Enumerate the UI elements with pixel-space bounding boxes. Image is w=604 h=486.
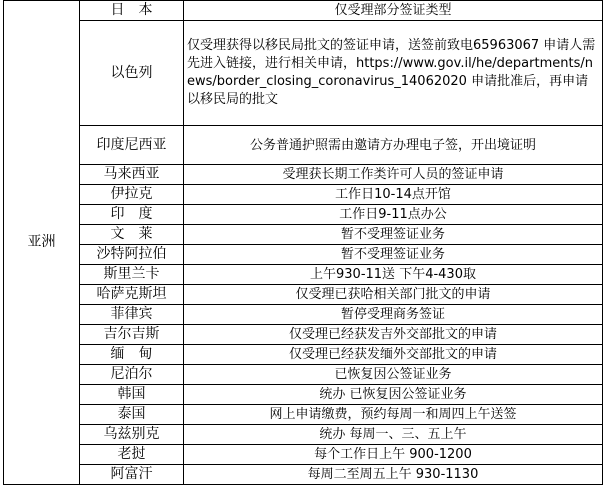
note-cell: 统办 每周一、三、五上午 — [184, 425, 603, 445]
note-cell: 每个工作日上午 900-1200 — [184, 445, 603, 465]
table-row — [4, 445, 603, 465]
country-cell: 尼泊尔 — [80, 365, 184, 385]
country-cell: 韩国 — [80, 385, 184, 405]
country-cell: 泰国 — [80, 405, 184, 425]
note-cell: 受理获长期工作类许可人员的签证申请 — [184, 165, 603, 185]
table-row — [4, 425, 603, 445]
table-row — [4, 126, 603, 165]
country-cell: 斯里兰卡 — [80, 265, 184, 285]
note-cell: 暂停受理商务签证 — [184, 305, 603, 325]
table-row — [4, 405, 603, 425]
table-row — [4, 205, 603, 225]
visa-table — [3, 0, 603, 485]
note-cell: 仅受理已经获发吉外交部批文的申请 — [184, 325, 603, 345]
table-row — [4, 325, 603, 345]
note-cell: 已恢复因公签证业务 — [184, 365, 603, 385]
country-cell: 日 本 — [80, 1, 184, 21]
table-row — [4, 385, 603, 405]
country-cell: 哈萨克斯坦 — [80, 285, 184, 305]
note-cell: 仅受理已获哈相关部门批文的申请 — [184, 285, 603, 305]
country-cell: 马来西亚 — [80, 165, 184, 185]
table-row — [4, 225, 603, 245]
country-cell: 印度尼西亚 — [80, 126, 184, 165]
note-cell: 工作日9-11点办公 — [184, 205, 603, 225]
table-row — [4, 285, 603, 305]
table-row — [4, 1, 603, 21]
note-cell: 统办 已恢复因公签证业务 — [184, 385, 603, 405]
region-cell: 亚洲 — [4, 1, 80, 485]
table-row — [4, 245, 603, 265]
table-row — [4, 21, 603, 126]
note-cell: 公务普通护照需由邀请方办理电子签，开出境证明 — [184, 126, 603, 165]
country-cell: 吉尔吉斯 — [80, 325, 184, 345]
table-row — [4, 345, 603, 365]
country-cell: 文 莱 — [80, 225, 184, 245]
table-row — [4, 165, 603, 185]
table-row — [4, 265, 603, 285]
note-cell: 每周二至周五上午 930-1130 — [184, 465, 603, 485]
note-cell: 暂不受理签证业务 — [184, 245, 603, 265]
country-cell: 老挝 — [80, 445, 184, 465]
note-cell: 网上申请缴费，预约每周一和周四上午送签 — [184, 405, 603, 425]
country-cell: 沙特阿拉伯 — [80, 245, 184, 265]
country-cell: 菲律宾 — [80, 305, 184, 325]
country-cell: 伊拉克 — [80, 185, 184, 205]
country-cell: 乌兹别克 — [80, 425, 184, 445]
note-cell: 仅受理已经获发缅外交部批文的申请 — [184, 345, 603, 365]
table-row — [4, 305, 603, 325]
table-row — [4, 185, 603, 205]
note-cell: 上午930-11送 下午4-430取 — [184, 265, 603, 285]
country-cell: 阿富汗 — [80, 465, 184, 485]
country-cell: 印 度 — [80, 205, 184, 225]
note-cell: 工作日10-14点开馆 — [184, 185, 603, 205]
note-cell: 仅受理获得以移民局批文的签证申请，送签前致电65963067 申请人需先进入链接，进行相关申请，https://www.gov.il/he/departments/news/border_closing_coronavirus_14062020 申请批准后，再申请以移民局的批文 — [184, 21, 603, 126]
country-cell: 缅 甸 — [80, 345, 184, 365]
table-row — [4, 365, 603, 385]
country-cell: 以色列 — [80, 21, 184, 126]
table-row — [4, 465, 603, 485]
note-cell: 暂不受理签证业务 — [184, 225, 603, 245]
note-cell: 仅受理部分签证类型 — [184, 1, 603, 21]
